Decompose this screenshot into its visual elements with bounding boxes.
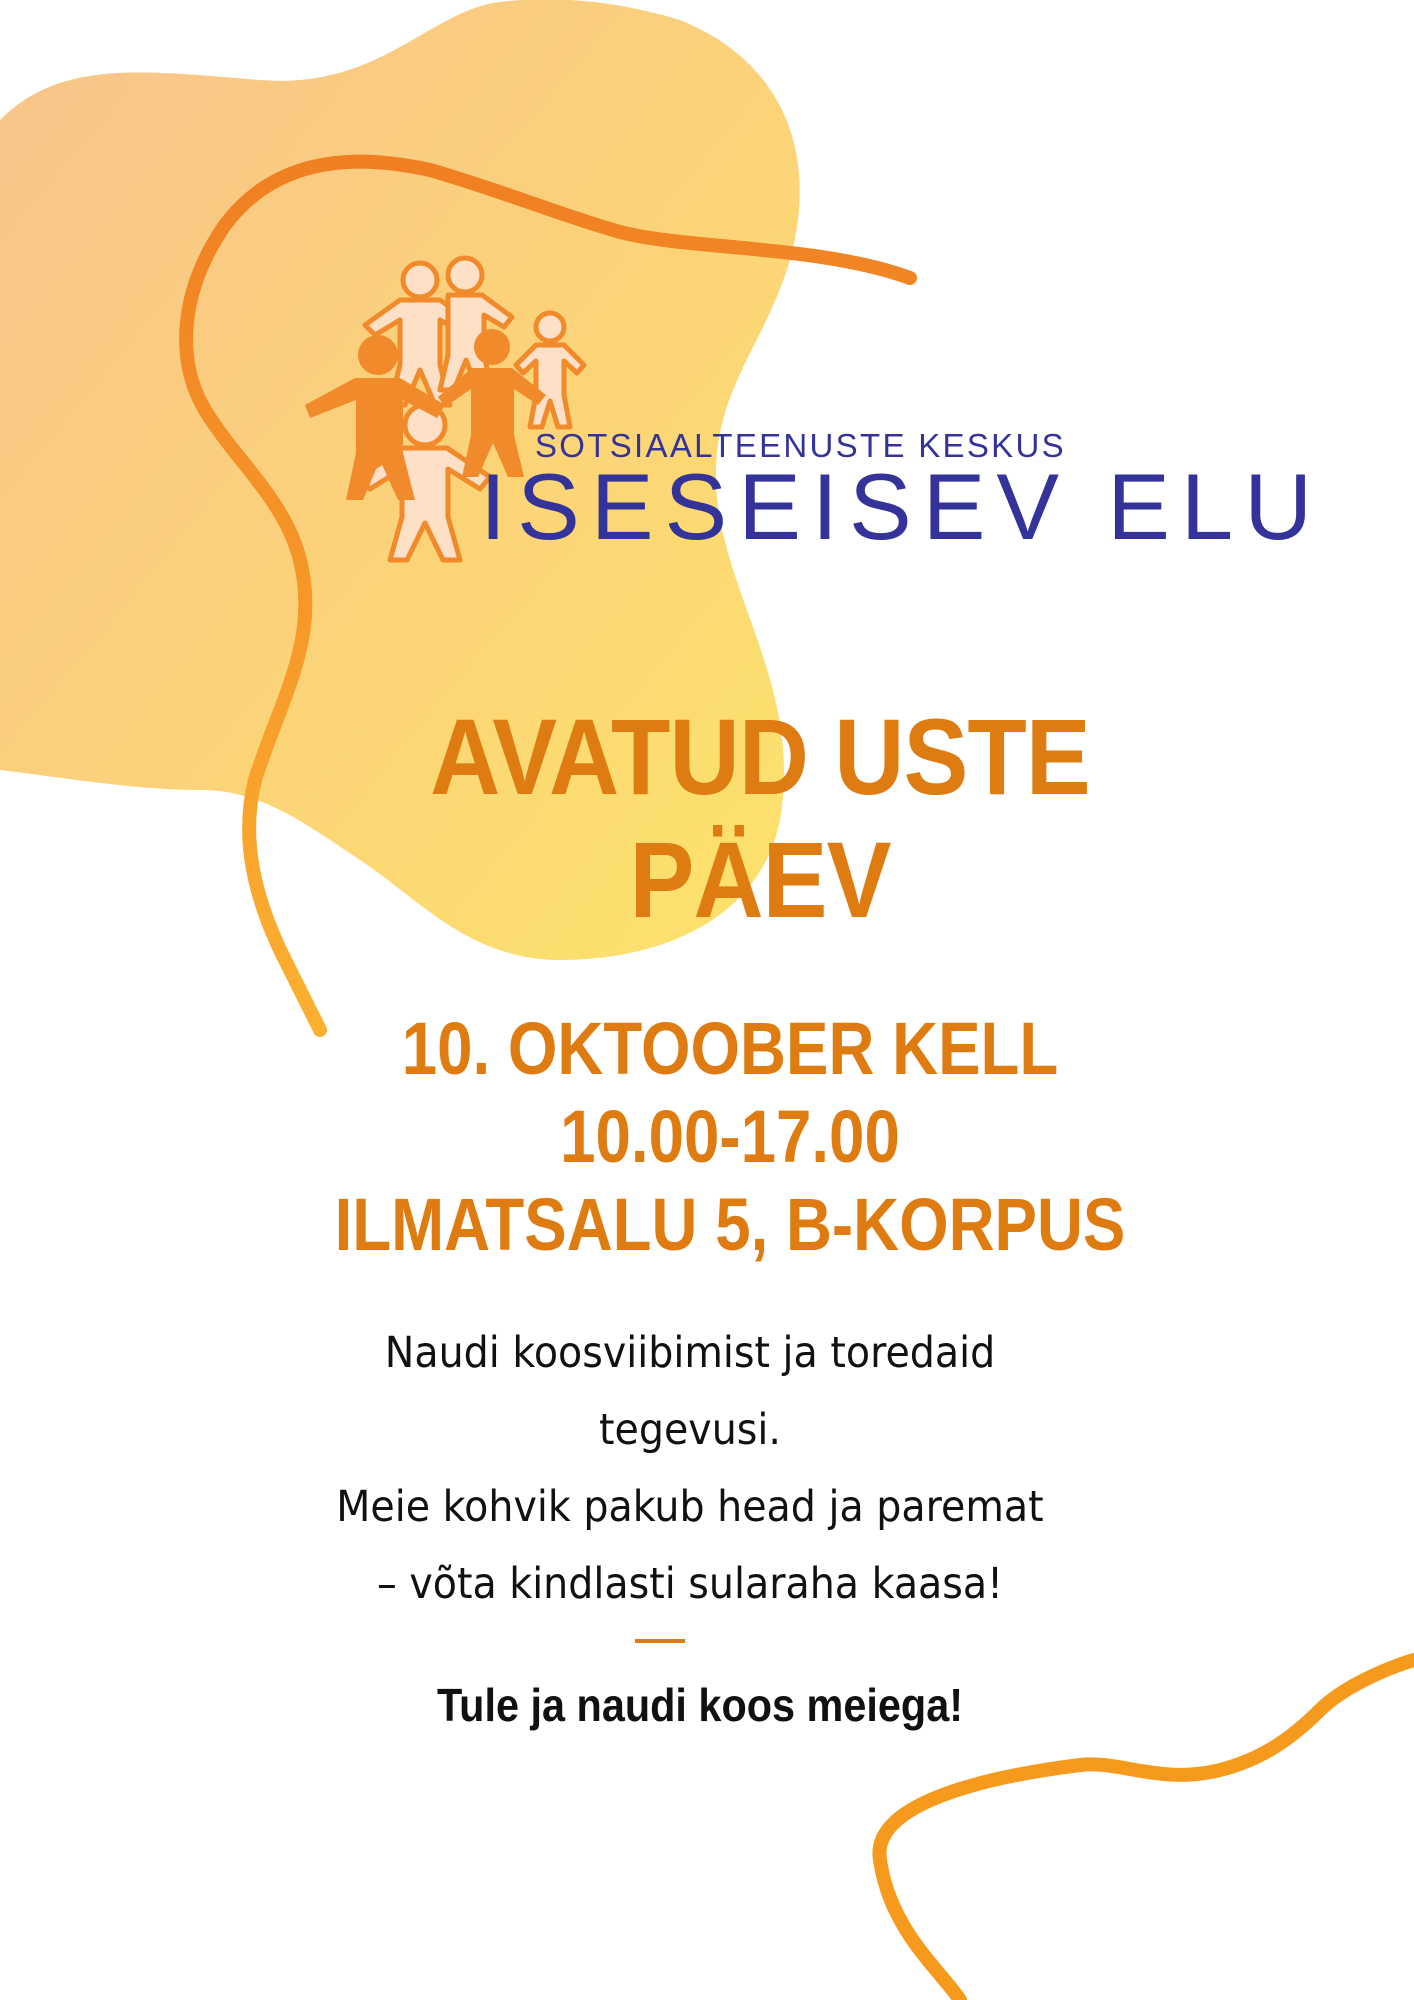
event-date: 10. OKTOOBER KELL bbox=[401, 1007, 1059, 1090]
event-time: 10.00-17.00 bbox=[560, 1095, 900, 1178]
headline-line-1: AVATUD USTE bbox=[430, 696, 1090, 817]
description-line-2: tegevusi. bbox=[599, 1405, 781, 1455]
description-line-3: Meie kohvik pakub head ja paremat bbox=[336, 1482, 1044, 1532]
event-details bbox=[300, 1005, 1160, 1269]
event-headline bbox=[346, 695, 1174, 941]
organization-logo bbox=[300, 255, 1324, 565]
logo-title: ISESEISEV ELU bbox=[480, 454, 1324, 559]
event-description bbox=[285, 1315, 1095, 1623]
divider-line bbox=[635, 1639, 685, 1643]
call-to-action: Tule ja naudi koos meiega! bbox=[436, 1679, 964, 1731]
description-line-1: Naudi koosviibimist ja toredaid bbox=[384, 1328, 996, 1378]
event-address: ILMATSALU 5, B-KORPUS bbox=[334, 1183, 1126, 1266]
description-line-4: – võta kindlasti sularaha kaasa! bbox=[376, 1559, 1004, 1609]
logo-subtitle: SOTSIAALTEENUSTE KESKUS bbox=[535, 427, 1066, 464]
headline-line-2: PÄEV bbox=[629, 819, 891, 940]
